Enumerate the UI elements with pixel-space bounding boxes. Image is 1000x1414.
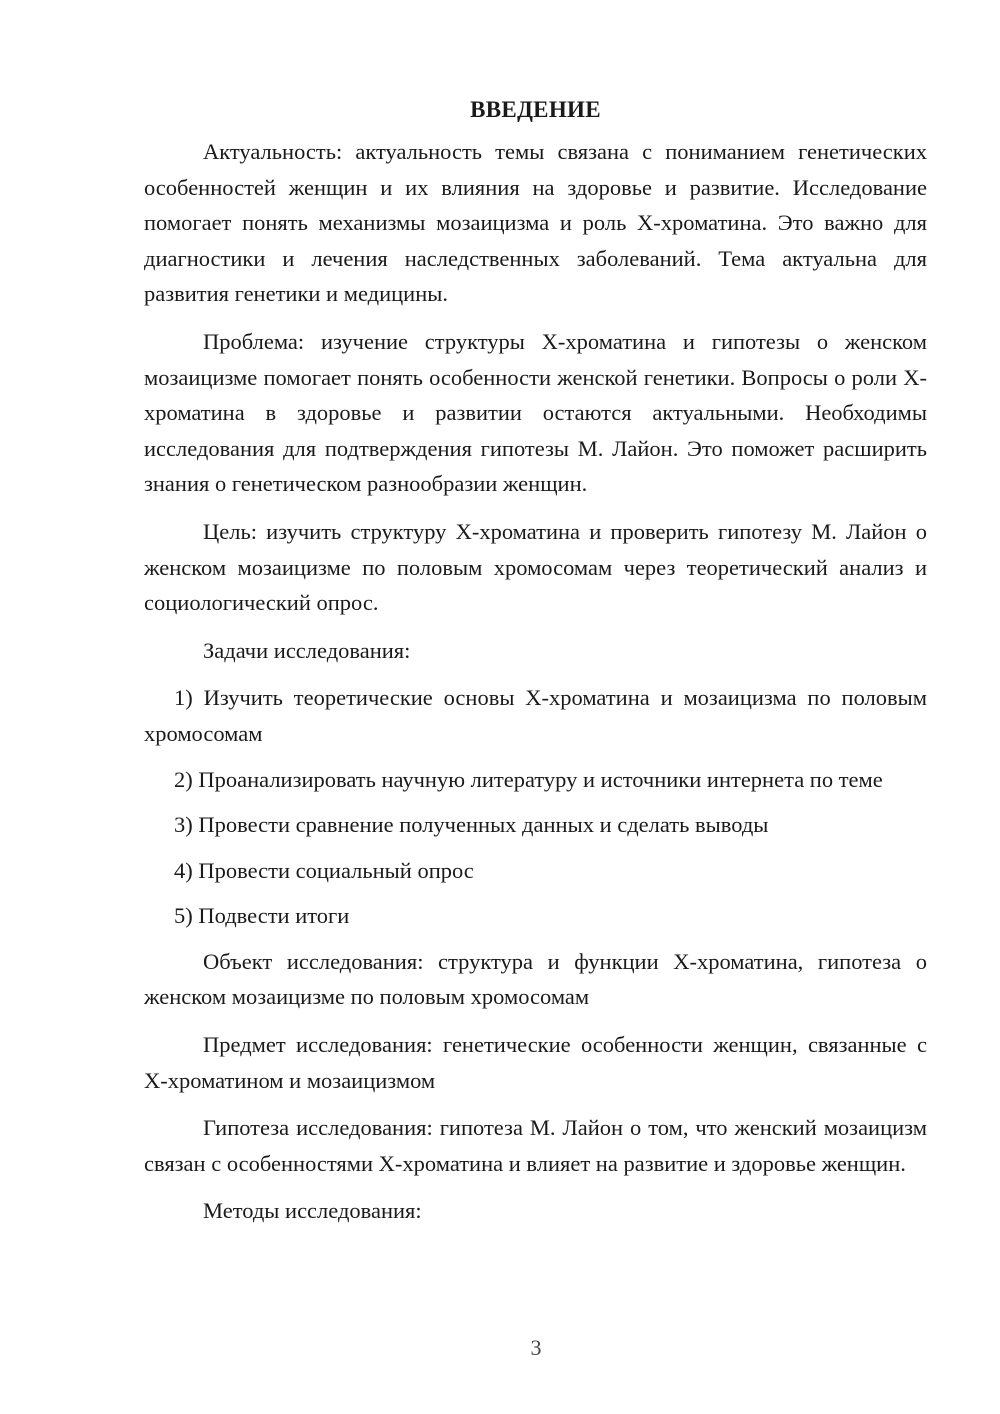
document-page	[144, 92, 927, 1241]
task-item-4: 4) Провести социальный опрос	[174, 857, 474, 883]
object-paragraph: Объект исследования: структура и функции Х-хроматина, гипотеза о женском мозаицизме по половым хромосомам	[144, 948, 927, 1010]
problem-paragraph: Проблема: изучение структуры Х-хроматина и гипотезы о женском мозаицизме помогает понять особенности женской генетики. Вопросы о роли Х-хроматина в здоровье и развитии остаются актуальными. Необходимы исследования для подтверждения гипотезы М. Лайон. Это поможет расширить знания о генетическом разнообразии женщин.	[144, 328, 927, 497]
hypothesis-paragraph: Гипотеза исследования: гипотеза М. Лайон о том, что женский мозаицизм связан с особенностями Х-хроматина и влияет на развитие и здоровье женщин.	[144, 1115, 927, 1176]
methods-heading: Методы исследования:	[203, 1198, 422, 1224]
subject-paragraph: Предмет исследования: генетические особенности женщин, связанные с Х-хроматином и мозаицизмом	[144, 1032, 927, 1093]
section-heading: ВВЕДЕНИЕ	[470, 97, 601, 122]
task-item-5: 5) Подвести итоги	[174, 903, 350, 929]
relevance-paragraph: Актуальность: актуальность темы связана с пониманием генетических особенностей женщин и их влияния на здоровье и развитие. Исследование помогает понять механизмы мозаицизма и роль Х-хроматина. Это важно для диагностики и лечения наследственных заболеваний. Тема актуальна для развития генетики и медицины.	[144, 139, 927, 307]
page-number: 3	[530, 1335, 542, 1360]
goal-paragraph: Цель: изучить структуру Х-хроматина и проверить гипотезу М. Лайон о женском мозаицизме по половым хромосомам через теоретический анализ и социологический опрос.	[144, 518, 927, 616]
task-item-3: 3) Провести сравнение полученных данных и сделать выводы	[174, 812, 769, 838]
task-item-1: 1) Изучить теоретические основы Х-хроматина и мозаицизма по половым хромосомам	[144, 685, 927, 746]
task-item-2: 2) Проанализировать научную литературу и источники интернета по теме	[174, 766, 883, 792]
tasks-heading: Задачи исследования:	[203, 637, 411, 663]
